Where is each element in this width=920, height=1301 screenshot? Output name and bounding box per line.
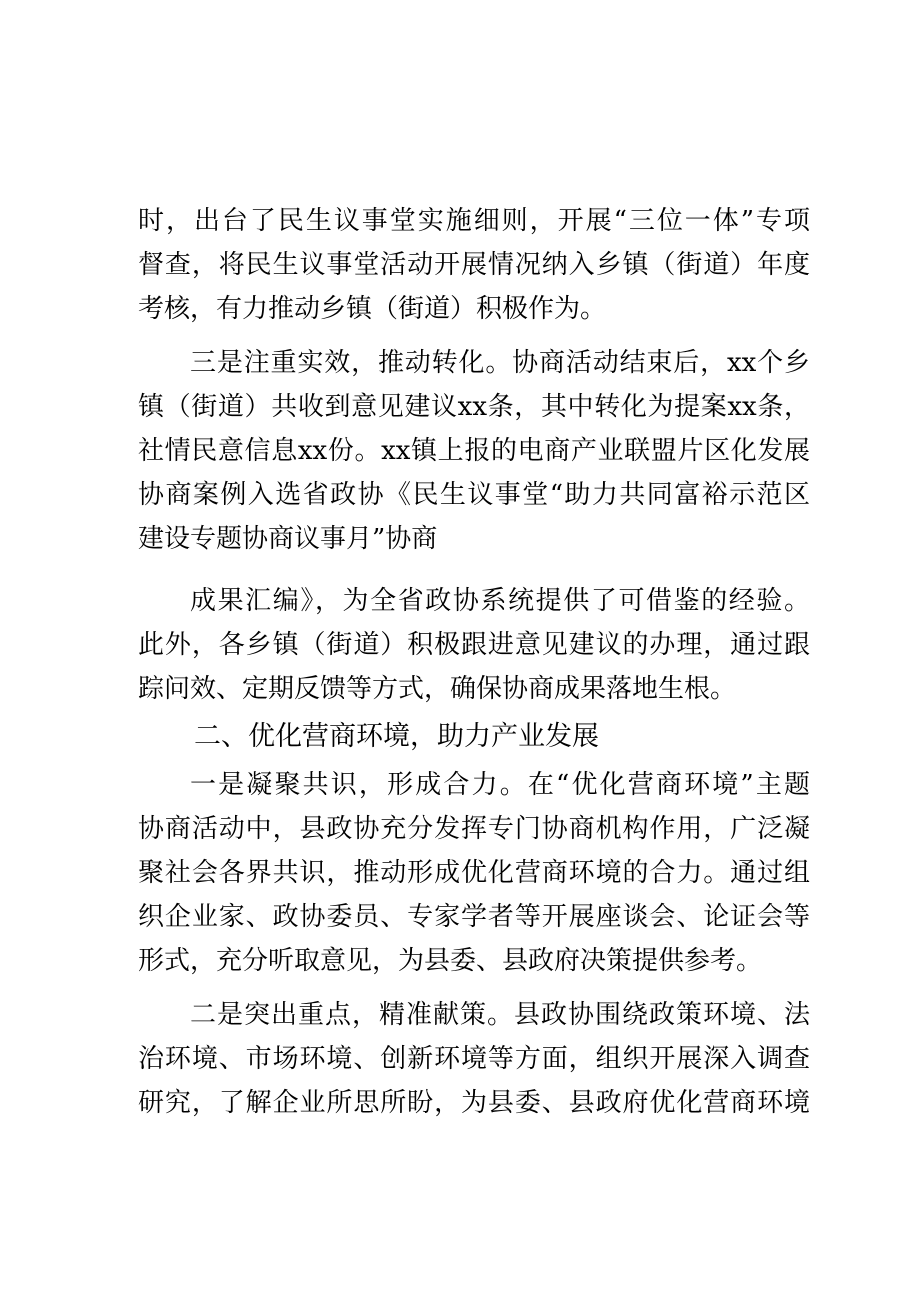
text-line: 督查，将民生议事堂活动开展情况纳入乡镇（街道）年度	[138, 250, 810, 280]
text-line: 织企业家、政协委员、专家学者等开展座谈会、论证会等	[138, 902, 810, 932]
paragraph-5	[138, 993, 810, 1125]
text-line: 镇（街道）共收到意见建议xx条，其中转化为提案xx条，	[138, 392, 810, 422]
paragraph-3	[138, 579, 810, 711]
text-line: 时，出台了民生议事堂实施细则，开展“三位一体”专项	[138, 206, 810, 236]
text-line: 此外，各乡镇（街道）积极跟进意见建议的办理，通过跟	[138, 630, 810, 660]
document-page	[138, 199, 810, 1125]
heading-text: 二、优化营商环境，助力产业发展	[194, 721, 599, 752]
text-line: 成果汇编》，为全省政协系统提供了可借鉴的经验。	[190, 586, 810, 616]
text-line: 形式，充分听取意见，为县委、县政府决策提供参考。	[138, 946, 763, 976]
text-line: 社情民意信息xx份。xx镇上报的电商产业联盟片区化发展	[138, 436, 810, 466]
text-line: 协商案例入选省政协《民生议事堂“助力共同富裕示范区	[138, 480, 810, 510]
text-line: 研究，了解企业所思所盼，为县委、县政府优化营商环境	[138, 1088, 810, 1118]
text-line: 一是凝聚共识，形成合力。在“优化营商环境”主题	[190, 770, 810, 800]
paragraph-1	[138, 199, 810, 331]
text-line: 聚社会各界共识，推动形成优化营商环境的合力。通过组	[138, 858, 810, 888]
paragraph-4	[138, 763, 810, 983]
text-line: 治环境、市场环境、创新环境等方面，组织开展深入调查	[138, 1044, 810, 1074]
section-heading	[138, 715, 810, 759]
text-line: 考核，有力推动乡镇（街道）积极作为。	[138, 294, 607, 324]
text-line: 建设专题协商议事月”协商	[138, 524, 438, 554]
text-line: 三是注重实效，推动转化。协商活动结束后，xx个乡	[190, 348, 810, 378]
text-line: 二是突出重点，精准献策。县政协围绕政策环境、法	[190, 1000, 810, 1030]
text-line: 协商活动中，县政协充分发挥专门协商机构作用，广泛凝	[138, 814, 810, 844]
paragraph-2	[138, 341, 810, 561]
text-line: 踪问效、定期反馈等方式，确保协商成果落地生根。	[138, 674, 737, 704]
